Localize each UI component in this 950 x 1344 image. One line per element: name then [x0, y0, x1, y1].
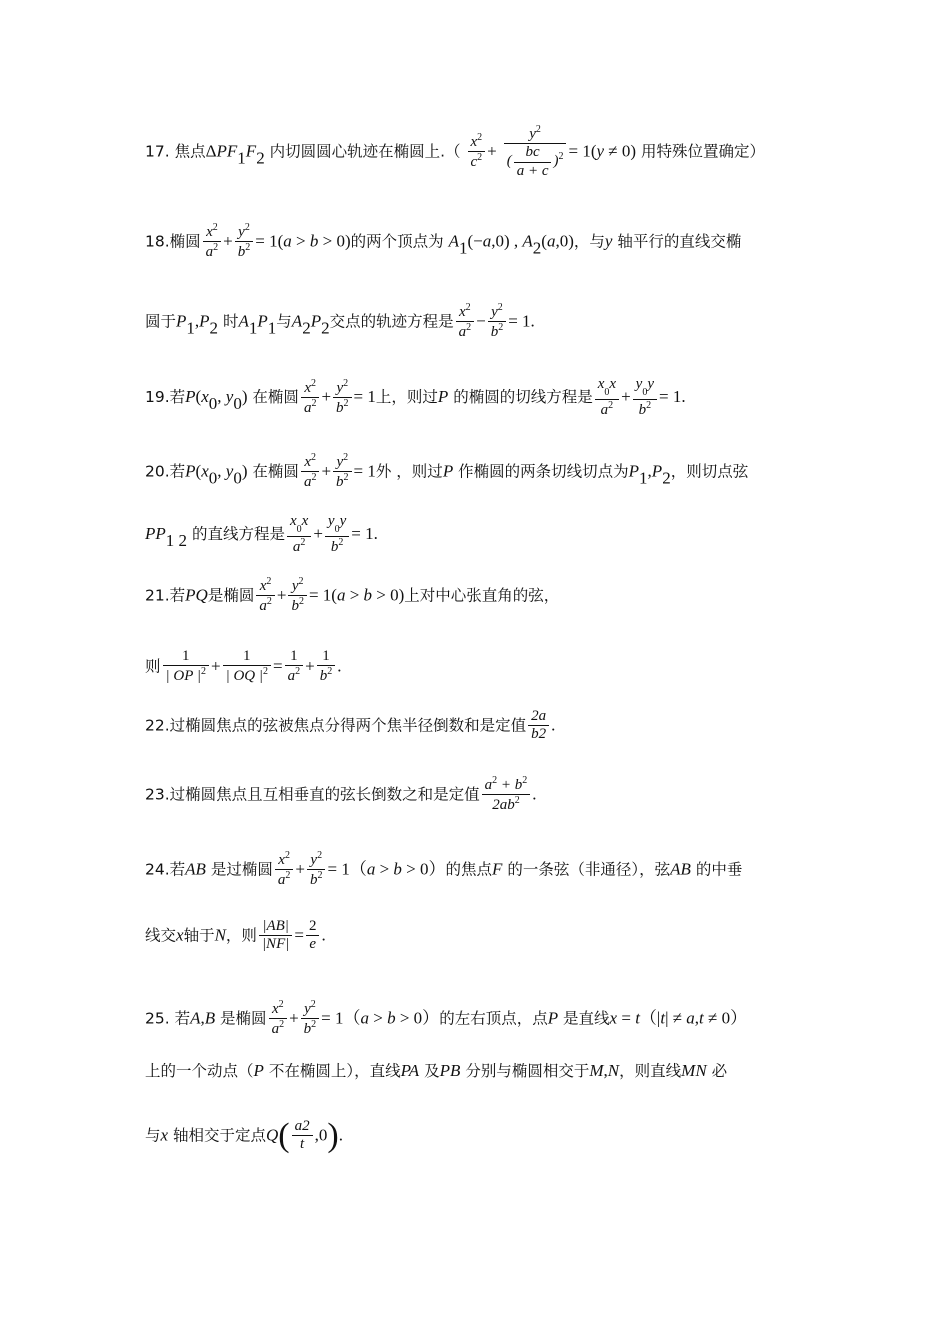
frac: $\frac{1}{| OQ |^2}$: [223, 648, 271, 686]
item-20-text3: 作椭圆的两条切线切点为: [458, 462, 629, 481]
frac: $\frac{x^2}{a^2}$: [275, 850, 294, 890]
frac: $\frac{2}{e}$: [306, 918, 320, 954]
item-19-text3: 的椭圆的切线方程是: [453, 387, 593, 406]
item-23-text: 23.过椭圆焦点且互相垂直的弦长倒数之和是定值: [145, 785, 480, 804]
item-24-prefix: 24.若: [145, 860, 186, 879]
item-25-line3b: 轴相交于定点: [173, 1126, 267, 1145]
item-24: 24.若AB 是过椭圆 $\frac{x^2}{a^2}$ + $\frac{y^2}{b^2}$ = 1（a > b > 0）的焦点F 的一条弦（非通径），弦AB 的中垂: [145, 850, 743, 889]
frac: $\frac{y^2}{b^2}$: [488, 302, 507, 342]
frac: $\frac{x^2}{c^2}$: [468, 132, 486, 172]
item-25-line2d: 分别与椭圆相交于: [465, 1062, 590, 1080]
frac: $\frac{x_0x}{a^2}$: [595, 376, 619, 419]
item-17-prefix: 17. 焦点: [145, 142, 206, 161]
item-19: 19.若$P(x_0$, $y_0$) 在椭圆 $\frac{x^2}{a^2}$ + $\frac{y^2}{b^2}$ = 1上，则过P 的椭圆的切线方程是 $\frac{x_0x}{a^2}$ + $\frac{y_0y}{b^2}$ = 1.: [145, 376, 686, 418]
item-21-text1: 是椭圆: [207, 586, 255, 605]
item-25-prefix: 25. 若: [145, 1009, 191, 1028]
frac: $\frac{x_0x}{a^2}$: [287, 513, 311, 556]
item-25-text3: 是直线: [563, 1009, 610, 1028]
item-20-prefix: 20.若: [145, 462, 186, 481]
item-24-text2: 的焦点: [445, 860, 493, 879]
frac: $\frac{a^2 + b^2}{2ab^2}$: [482, 775, 531, 815]
frac: $\frac{|AB|}{|NF|}$: [259, 918, 292, 954]
item-24-text4: 的中垂: [695, 860, 743, 879]
frac: $\frac{2a}{b2}$: [528, 708, 549, 744]
frac: $\frac{y^2}{b^2}$: [333, 378, 352, 418]
item-21: 21.若PQ是椭圆 $\frac{x^2}{a^2}$ + $\frac{y^2}{b^2}$ = 1(a > b > 0)上对中心张直角的弦，: [145, 576, 560, 615]
item-17: 17. 焦点$\Delta PF_1F_2$ 内切圆圆心轨迹在椭圆上.（ $\frac{x^2}{c^2}$ + $y^2$ ( $\frac{bc}{a + c}$ )$^2$ = 1(y ≠ 0) 用特殊位置确定）: [145, 124, 765, 179]
item-24-line2a: 线交: [145, 926, 177, 945]
item-20-text2: 外 ，则过: [375, 462, 443, 481]
item-24-line2: 线交x轴于N，则 $\frac{|AB|}{|NF|}$ = $\frac{2}{e}$ .: [145, 918, 326, 953]
item-21-line2: 则 $\frac{1}{| OP |^2}$ + $\frac{1}{| OQ |^2}$ = $\frac{1}{a^2}$ + $\frac{1}{b^2}$ .: [145, 648, 342, 685]
item-18-line2c: 与: [276, 312, 292, 331]
item-18: 18.椭圆 $\frac{x^2}{a^2}$ + $\frac{y^2}{b^2}$ = 1(a > b > 0)的两个顶点为 $A_1(-a,0)$ , $A_2(a,0)$，与y 轴平行的直线交椭: [145, 222, 742, 261]
frac: $\frac{1}{b^2}$: [317, 648, 336, 686]
item-25: 25. 若A,B 是椭圆 $\frac{x^2}{a^2}$ + $\frac{y^2}{b^2}$ = 1（a > b > 0）的左右顶点，点P 是直线x = t（|t| ≠ a,t ≠ 0）: [145, 999, 748, 1038]
item-25-line2f: 必: [711, 1062, 728, 1080]
frac: $\frac{y^2}{b^2}$: [307, 850, 326, 890]
item-18-text1: 的两个顶点为: [350, 232, 444, 251]
item-21-line2-text: 则: [145, 657, 161, 676]
frac: $\frac{a2}{t}$: [292, 1118, 313, 1154]
item-25-line2: 上的一个动点（P 不在椭圆上），直线PA 及PB 分别与椭圆相交于M,N，则直线MN 必: [145, 1061, 728, 1080]
frac: $\frac{x^2}{a^2}$: [203, 222, 222, 262]
frac: $\frac{y^2}{b^2}$: [235, 222, 254, 262]
item-21-prefix: 21.若: [145, 586, 186, 605]
item-18-line2: 圆于$P_1,P_2$ 时$A_1P_1$与$A_2P_2$交点的轨迹方程是 $\frac{x^2}{a^2}$ − $\frac{y^2}{b^2}$ = 1.: [145, 302, 535, 341]
frac: $\frac{y^2}{b^2}$: [288, 576, 307, 616]
item-25-line3: 与x 轴相交于定点Q( $\frac{a2}{t}$ ,0).: [145, 1116, 343, 1154]
item-18-text3: 轴平行的直线交椭: [617, 232, 742, 251]
item-25-line2e: ，则直线: [619, 1062, 682, 1080]
item-18-line2d: 交点的轨迹方程是: [329, 312, 454, 331]
frac: $\frac{y_0y}{b^2}$: [633, 376, 657, 419]
item-24-text3: 的一条弦（非通径），弦: [507, 860, 671, 879]
item-24-line2b: 轴于: [183, 926, 215, 945]
item-21-text2: 上对中心张直角的弦，: [404, 586, 560, 605]
frac: $\frac{y_0y}{b^2}$: [325, 513, 349, 556]
item-25-line2b: 不在椭圆上），直线: [268, 1062, 401, 1080]
item-18-line2b: 时: [222, 312, 239, 331]
frac: $\frac{x^2}{a^2}$: [301, 378, 320, 418]
frac: $\frac{x^2}{a^2}$: [301, 452, 320, 492]
item-20: 20.若$P(x_0$, $y_0$) 在椭圆 $\frac{x^2}{a^2}$ + $\frac{y^2}{b^2}$ = 1外 ，则过P 作椭圆的两条切线切点为$P_1,P_2$，则切点弦: [145, 452, 749, 491]
frac: $\frac{x^2}{a^2}$: [256, 576, 275, 616]
item-19-text2: 上，则过: [375, 387, 438, 406]
item-19-text1: 在椭圆: [252, 387, 299, 406]
item-20-text1: 在椭圆: [252, 462, 299, 481]
item-18-prefix: 18.椭圆: [145, 232, 201, 251]
item-17-suffix: 用特殊位置确定）: [640, 142, 765, 161]
frac: $\frac{y^2}{b^2}$: [333, 452, 352, 492]
item-20-line2-text: 的直线方程是: [191, 524, 285, 543]
frac: $\frac{1}{a^2}$: [285, 648, 304, 686]
item-18-line2a: 圆于: [145, 312, 177, 331]
frac: $\frac{1}{| OP |^2}$: [163, 648, 209, 686]
item-22-text: 22.过椭圆焦点的弦被焦点分得两个焦半径倒数和是定值: [145, 716, 527, 735]
item-25-text2: 的左右顶点，点: [439, 1009, 548, 1028]
item-20-line2: $PP_{1 2}$ 的直线方程是 $\frac{x_0x}{a^2}$ + $\frac{y_0y}{b^2}$ = 1.: [145, 513, 378, 555]
item-20-text4: ，则切点弦: [670, 462, 749, 481]
item-22: 22.过椭圆焦点的弦被焦点分得两个焦半径倒数和是定值 $\frac{2a}{b2}$ .: [145, 708, 556, 743]
frac: $\frac{y^2}{b^2}$: [301, 999, 320, 1039]
item-17-middle: 内切圆圆心轨迹在椭圆上.（: [269, 142, 461, 161]
item-25-line2c: 及: [424, 1062, 440, 1080]
item-25-line3a: 与: [145, 1126, 161, 1145]
item-19-prefix: 19.若: [145, 387, 186, 406]
frac: $y^2$ ( $\frac{bc}{a + c}$ )$^2$: [504, 124, 567, 180]
item-25-line2a: 上的一个动点（: [145, 1062, 254, 1080]
frac: $\frac{x^2}{a^2}$: [269, 999, 288, 1039]
item-25-text1: 是椭圆: [220, 1009, 267, 1028]
item-24-line2c: ，则: [225, 926, 257, 945]
item-23: 23.过椭圆焦点且互相垂直的弦长倒数之和是定值 $\frac{a^2 + b^2}{2ab^2}$ .: [145, 775, 537, 814]
item-24-text1: 是过椭圆: [210, 860, 273, 879]
item-18-text2: ，与: [573, 232, 605, 251]
frac: $\frac{x^2}{a^2}$: [456, 302, 475, 342]
